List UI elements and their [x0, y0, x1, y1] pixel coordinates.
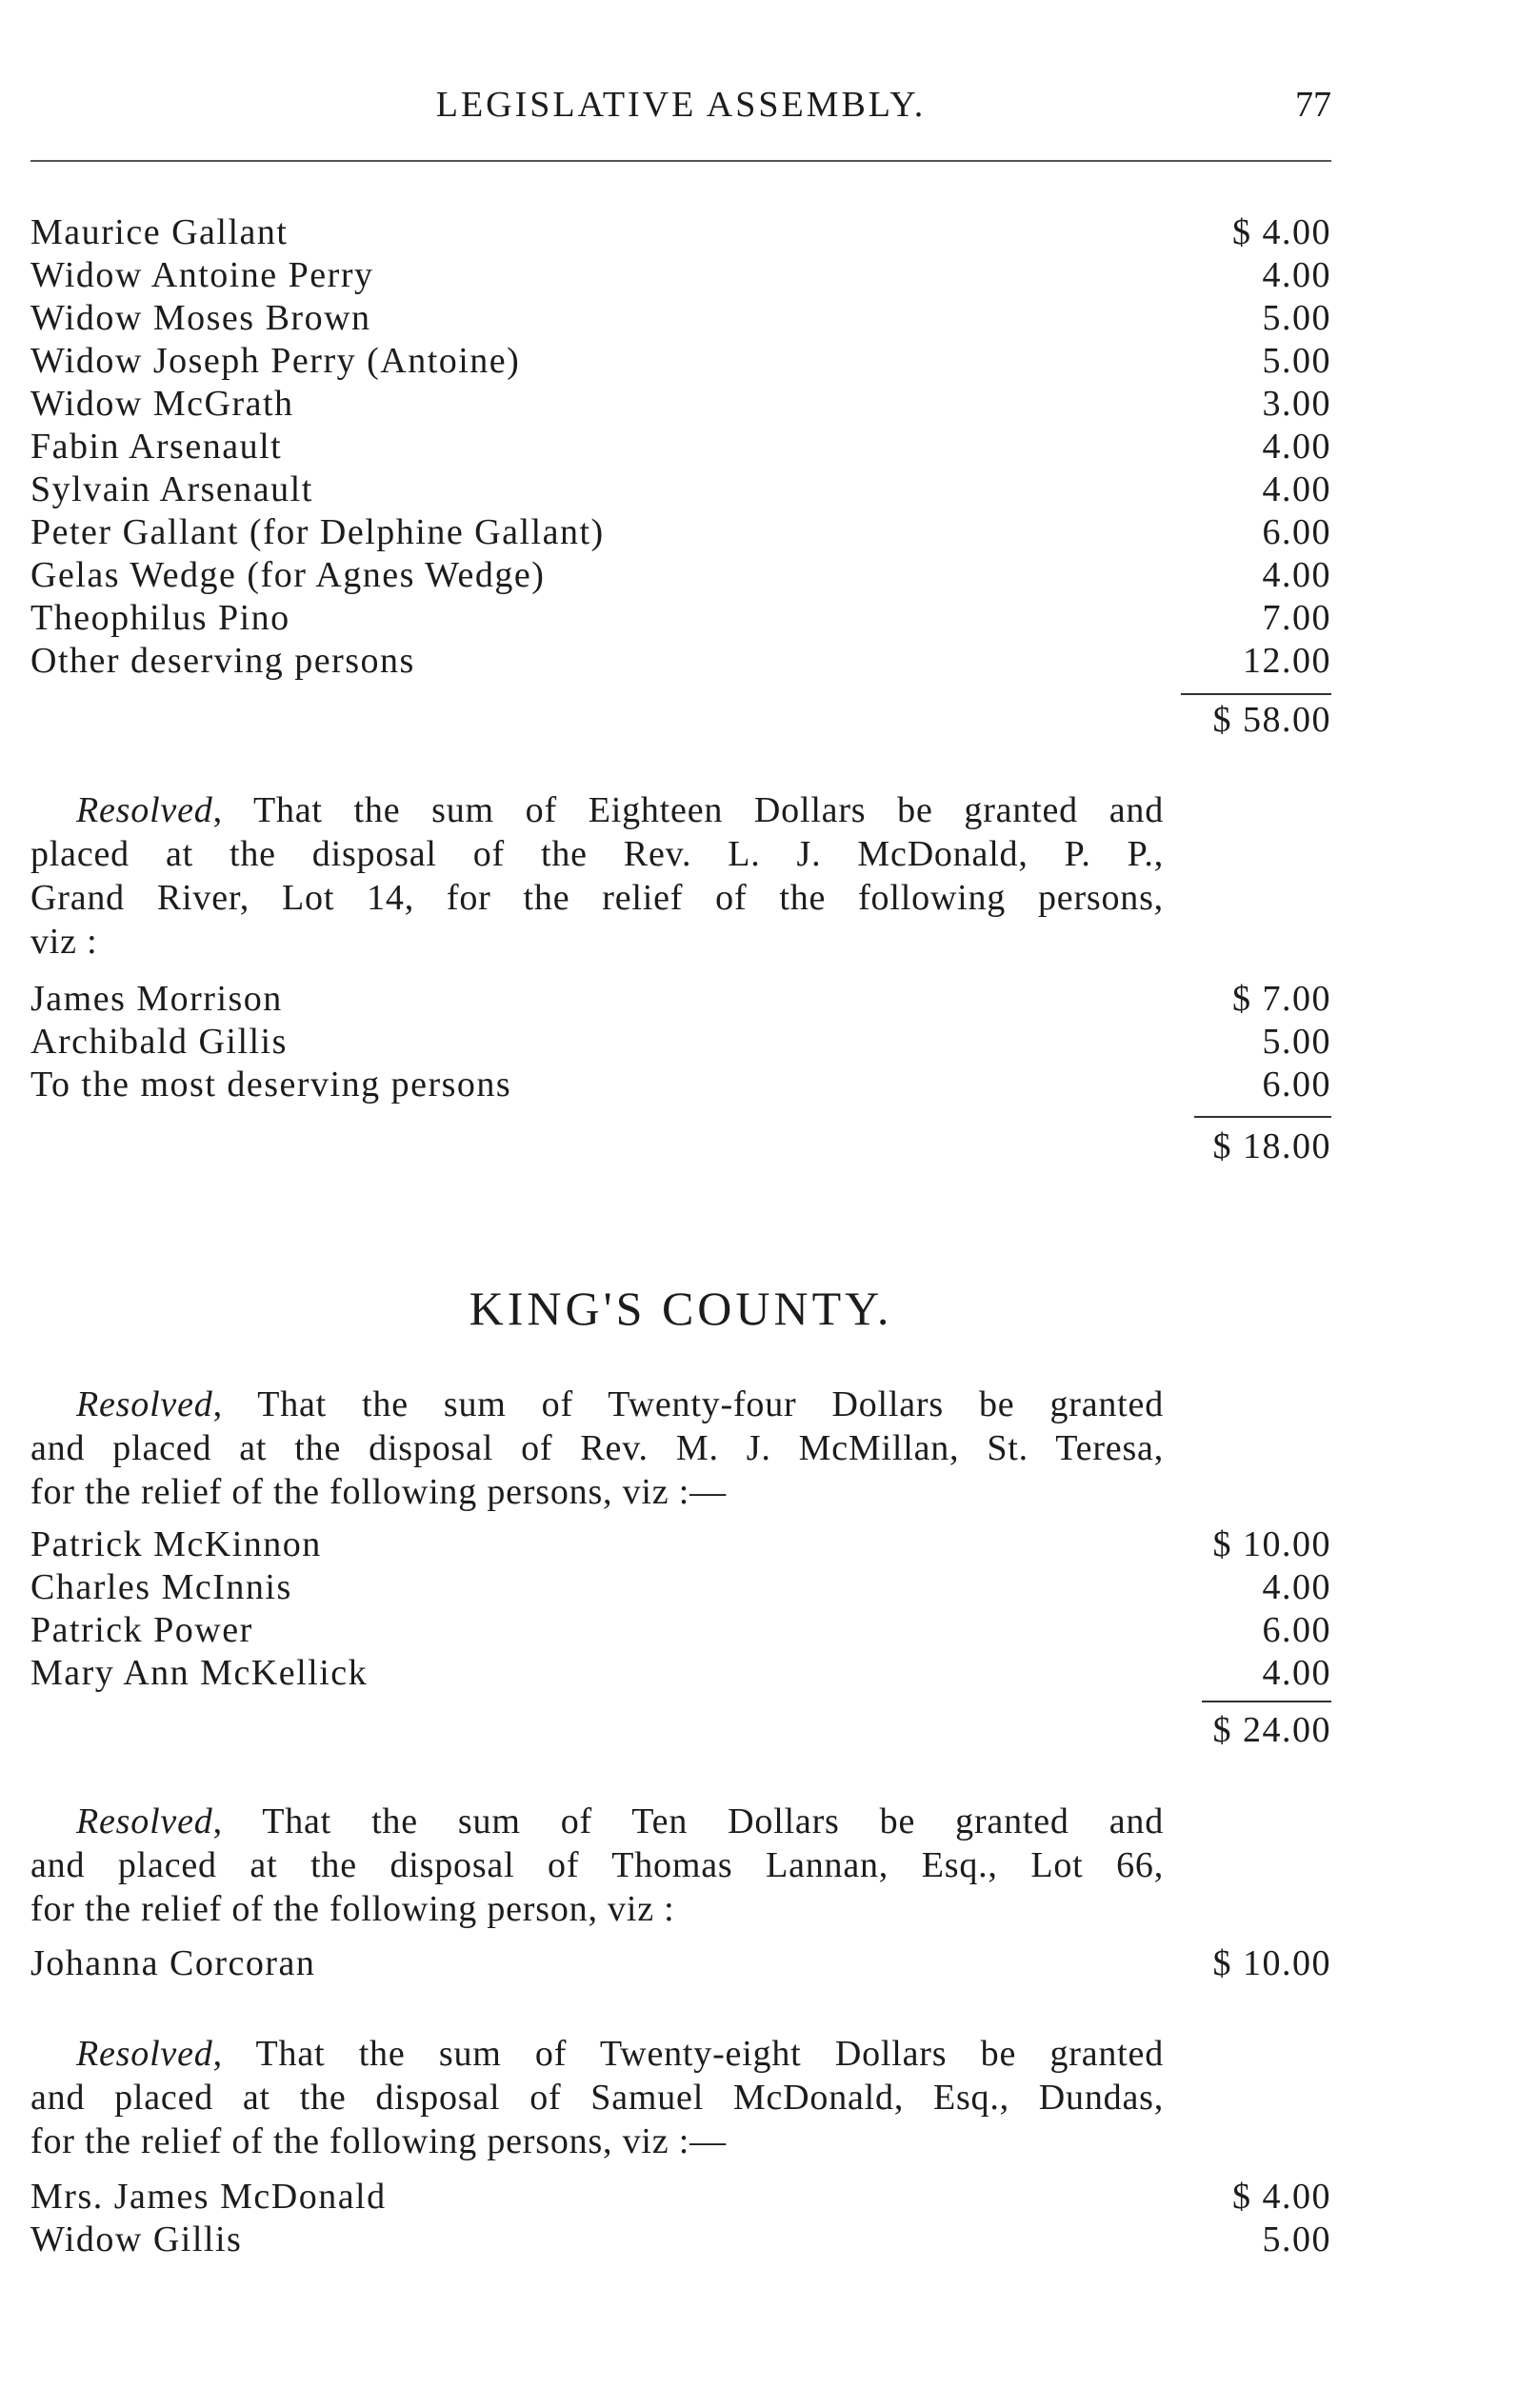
list-item: Widow Antoine Perry 4.00 — [30, 255, 1331, 295]
sum-rule — [1181, 693, 1331, 695]
list-total: $ 24.00 — [1212, 1710, 1331, 1750]
list-item: Maurice Gallant $ 4.00 — [30, 212, 1331, 252]
list-item: James Morrison $ 7.00 — [30, 979, 1331, 1019]
resolved-lead: Resolved — [76, 1384, 213, 1424]
list-item: To the most deserving persons 6.00 — [30, 1065, 1331, 1104]
list-item: Archibald Gillis 5.00 — [30, 1022, 1331, 1062]
resolved-lead: Resolved — [76, 2034, 213, 2074]
resolved-lead: Resolved — [76, 1801, 213, 1841]
list-item: Mrs. James McDonald $ 4.00 — [30, 2177, 1331, 2217]
list-item: Theophilus Pino 7.00 — [30, 598, 1331, 638]
resolution-paragraph: Resolved, That the sum of Ten Dollars be granted and and placed at the disposal of Thomas Lannan, Esq., Lot 66, for the relief of the following person, viz : — [30, 1801, 1164, 1929]
list-item: Johanna Corcoran $ 10.00 — [30, 1943, 1331, 1983]
list-item: Patrick Power 6.00 — [30, 1610, 1331, 1650]
page-number: 77 — [1295, 85, 1331, 125]
section-heading: KING'S COUNTY. — [469, 1282, 893, 1335]
list-item: Gelas Wedge (for Agnes Wedge) 4.00 — [30, 555, 1331, 595]
list-total: $ 58.00 — [1212, 700, 1331, 740]
resolved-lead: Resolved — [76, 790, 213, 830]
list-total: $ 18.00 — [1212, 1126, 1331, 1166]
list-item: Widow Gillis 5.00 — [30, 2219, 1331, 2259]
list-item: Widow Joseph Perry (Antoine) 5.00 — [30, 341, 1331, 381]
resolution-paragraph: Resolved, That the sum of Twenty-eight Dollars be granted and placed at the disposal of Samuel McDonald, Esq., Dundas, for the relief of the following persons, viz :— — [30, 2034, 1164, 2161]
resolution-paragraph: Resolved, That the sum of Twenty-four Dollars be granted and placed at the disposal of Rev. M. J. McMillan, St. Teresa, for the relief of the following persons, viz :— — [30, 1384, 1164, 1512]
list-item: Other deserving persons 12.00 — [30, 641, 1331, 681]
sum-rule — [1194, 1116, 1331, 1118]
header-divider — [30, 160, 1331, 162]
list-item: Peter Gallant (for Delphine Gallant) 6.00 — [30, 512, 1331, 552]
list-item: Sylvain Arsenault 4.00 — [30, 469, 1331, 509]
page-header — [30, 84, 1331, 131]
list-item: Widow McGrath 3.00 — [30, 384, 1331, 424]
sum-rule — [1202, 1701, 1331, 1702]
running-title: LEGISLATIVE ASSEMBLY. — [435, 85, 927, 125]
list-item: Mary Ann McKellick 4.00 — [30, 1653, 1331, 1693]
list-item: Charles McInnis 4.00 — [30, 1567, 1331, 1607]
list-item: Fabin Arsenault 4.00 — [30, 427, 1331, 467]
list-item: Patrick McKinnon $ 10.00 — [30, 1524, 1331, 1564]
list-item: Widow Moses Brown 5.00 — [30, 298, 1331, 338]
resolution-paragraph: Resolved, That the sum of Eighteen Dollars be granted and placed at the disposal of the Rev. L. J. McDonald, P. P., Grand River, Lot 14, for the relief of the following persons, viz : — [30, 790, 1164, 962]
